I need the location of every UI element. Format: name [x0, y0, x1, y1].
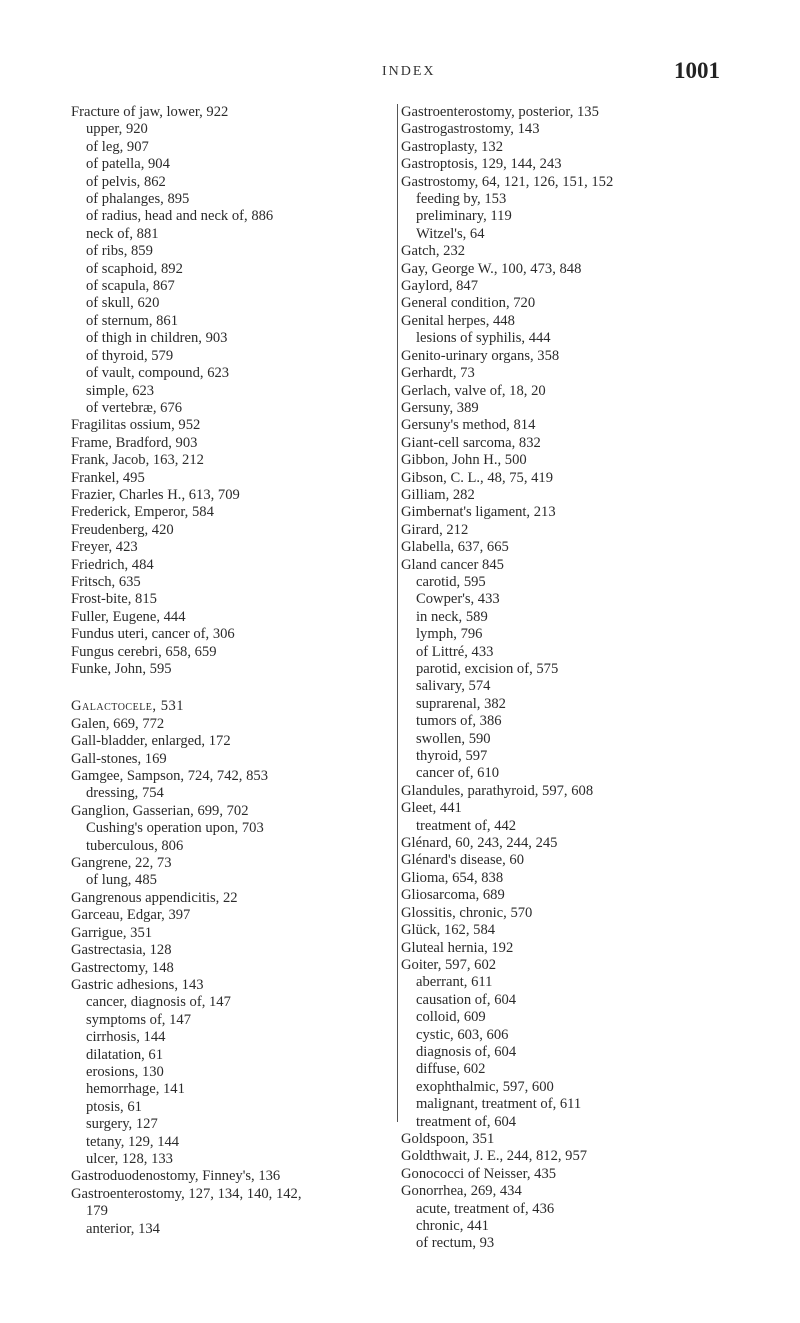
- index-entry: Gersuny, 389: [401, 399, 479, 416]
- index-subentry: of leg, 907: [86, 138, 149, 155]
- index-entry: Fracture of jaw, lower, 922: [71, 104, 229, 120]
- index-entry: Fragilitas ossium, 952: [71, 417, 201, 434]
- index-entry: Frost-bite, 815: [71, 591, 157, 608]
- index-entry: Gastroduodenostomy, Finney's, 136: [71, 1168, 281, 1185]
- index-subentry: of pelvis, 862: [86, 173, 166, 190]
- index-subentry: surgery, 127: [86, 1116, 158, 1133]
- index-subentry: acute, treatment of, 436: [416, 1200, 555, 1217]
- index-subentry: colloid, 609: [416, 1009, 486, 1026]
- index-subentry: upper, 920: [86, 121, 148, 138]
- index-subentry: of scapula, 867: [86, 278, 175, 295]
- index-subentry: dilatation, 61: [86, 1046, 164, 1063]
- index-subentry: exophthalmic, 597, 600: [416, 1078, 554, 1095]
- index-entry: Gibbon, John H., 500: [401, 452, 527, 469]
- index-subentry: suprarenal, 382: [416, 695, 506, 712]
- index-subentry: treatment of, 442: [416, 817, 517, 834]
- index-entry: Gerhardt, 73: [401, 365, 475, 382]
- index-subentry: of thigh in children, 903: [86, 330, 228, 347]
- index-subentry: of radius, head and neck of, 886: [86, 208, 274, 225]
- index-entry: Gall-stones, 169: [71, 750, 167, 767]
- index-subentry: cystic, 603, 606: [416, 1026, 509, 1043]
- index-subentry: ulcer, 128, 133: [86, 1150, 173, 1167]
- index-column-right: [401, 104, 613, 1253]
- index-entry: Gastrogastrostomy, 143: [401, 121, 540, 138]
- index-entry: Gonorrhea, 269, 434: [401, 1183, 522, 1200]
- index-subentry: of rectum, 93: [416, 1235, 495, 1252]
- index-entry: Gastrectomy, 148: [71, 959, 174, 976]
- index-entry: Frederick, Emperor, 584: [71, 504, 214, 521]
- index-subentry: of vertebræ, 676: [86, 399, 183, 416]
- index-subentry: cancer of, 610: [416, 765, 500, 782]
- index-entry: Gastrectasia, 128: [71, 942, 172, 959]
- index-subentry: treatment of, 604: [416, 1113, 517, 1130]
- index-entry: Gersuny's method, 814: [401, 417, 536, 434]
- index-entry: Gastroenterostomy, posterior, 135: [401, 104, 599, 120]
- index-subentry: of vault, compound, 623: [86, 365, 230, 382]
- index-entry: Giant-cell sarcoma, 832: [401, 434, 541, 451]
- index-subentry: dressing, 754: [86, 785, 164, 802]
- index-subentry: of thyroid, 579: [86, 347, 174, 364]
- index-entry: Freudenberg, 420: [71, 521, 174, 538]
- index-subentry: simple, 623: [86, 382, 155, 399]
- index-subentry: causation of, 604: [416, 991, 517, 1008]
- running-title: INDEX: [382, 64, 436, 79]
- index-entry: Gastroptosis, 129, 144, 243: [401, 156, 562, 173]
- index-subentry: feeding by, 153: [416, 191, 507, 208]
- index-entry: Gastric adhesions, 143: [71, 976, 204, 993]
- index-entry: Gatch, 232: [401, 243, 466, 260]
- index-entry: Goldthwait, J. E., 244, 812, 957: [401, 1148, 588, 1165]
- index-column-left: [71, 104, 302, 1238]
- index-entry: Gangrene, 22, 73: [71, 855, 172, 872]
- index-subentry: of phalanges, 895: [86, 191, 190, 208]
- index-entry: Glénard, 60, 243, 244, 245: [401, 835, 558, 852]
- index-entry: Glandules, parathyroid, 597, 608: [401, 782, 594, 799]
- index-entry: Frank, Jacob, 163, 212: [71, 452, 204, 469]
- index-entry: Fundus uteri, cancer of, 306: [71, 626, 235, 643]
- index-entry: Glioma, 654, 838: [401, 869, 504, 886]
- index-entry: Gamgee, Sampson, 724, 742, 853: [71, 768, 268, 785]
- index-subentry: cirrhosis, 144: [86, 1029, 166, 1046]
- index-entry: Genital herpes, 448: [401, 312, 515, 329]
- index-entry: Funke, John, 595: [71, 661, 172, 677]
- index-subentry: of lung, 485: [86, 872, 157, 889]
- index-entry: Goiter, 597, 602: [401, 956, 497, 973]
- index-entry: Gliosarcoma, 689: [401, 887, 505, 904]
- index-subentry: symptoms of, 147: [86, 1011, 191, 1028]
- index-entry: Frazier, Charles H., 613, 709: [71, 486, 240, 503]
- index-entry: Gibson, C. L., 48, 75, 419: [401, 469, 554, 486]
- index-subentry: 179: [86, 1203, 108, 1220]
- index-subentry: erosions, 130: [86, 1063, 164, 1080]
- index-subentry: Cowper's, 433: [416, 591, 500, 608]
- index-subentry: tuberculous, 806: [86, 837, 184, 854]
- index-subentry: in neck, 589: [416, 608, 488, 625]
- index-entry: Fritsch, 635: [71, 573, 141, 590]
- index-entry: Gastroplasty, 132: [401, 138, 504, 155]
- page-header: [0, 58, 800, 88]
- index-subentry: salivary, 574: [416, 678, 491, 695]
- index-entry: Fuller, Eugene, 444: [71, 608, 186, 625]
- index-subentry: of ribs, 859: [86, 243, 153, 260]
- index-subentry: lymph, 796: [416, 626, 483, 643]
- index-subentry: of Littré, 433: [416, 643, 494, 660]
- index-entry: Gastroenterostomy, 127, 134, 140, 142,: [71, 1185, 302, 1202]
- index-subentry: thyroid, 597: [416, 748, 488, 765]
- index-entry: Garrigue, 351: [71, 924, 153, 941]
- index-subentry: ptosis, 61: [86, 1098, 142, 1115]
- index-entry: Gonococci of Neisser, 435: [401, 1165, 557, 1182]
- index-subentry: tetany, 129, 144: [86, 1133, 180, 1150]
- index-subentry: chronic, 441: [416, 1218, 489, 1234]
- index-subentry: lesions of syphilis, 444: [416, 330, 551, 347]
- index-entry: Glabella, 637, 665: [401, 539, 509, 556]
- index-subentry: cancer, diagnosis of, 147: [86, 994, 231, 1011]
- index-entry: Frame, Bradford, 903: [71, 434, 198, 451]
- page-number: 1001: [674, 58, 720, 83]
- index-subentry: carotid, 595: [416, 573, 486, 590]
- index-entry: Gaylord, 847: [401, 278, 479, 295]
- index-subentry: neck of, 881: [86, 225, 159, 242]
- index-entry: Friedrich, 484: [71, 556, 154, 573]
- index-entry: Gangrenous appendicitis, 22: [71, 889, 238, 906]
- index-entry: Garceau, Edgar, 397: [71, 907, 191, 924]
- column-divider: [397, 104, 398, 1122]
- index-entry: General condition, 720: [401, 295, 536, 312]
- index-entry: Gimbernat's ligament, 213: [401, 504, 556, 521]
- index-entry: Frankel, 495: [71, 469, 145, 486]
- index-subentry: tumors of, 386: [416, 713, 502, 730]
- index-entry: Gastrostomy, 64, 121, 126, 151, 152: [401, 173, 614, 190]
- index-entry: Glück, 162, 584: [401, 922, 496, 939]
- index-subentry: diffuse, 602: [416, 1061, 486, 1078]
- index-entry: Galactocele, 531: [71, 698, 185, 715]
- index-entry: Gerlach, valve of, 18, 20: [401, 382, 546, 399]
- index-subentry: parotid, excision of, 575: [416, 661, 559, 677]
- index-entry: Goldspoon, 351: [401, 1130, 495, 1147]
- index-subentry: of patella, 904: [86, 156, 170, 173]
- index-entry: Genito-urinary organs, 358: [401, 347, 560, 364]
- index-subentry: aberrant, 611: [416, 974, 493, 991]
- index-entry: Gland cancer 845: [401, 556, 504, 573]
- index-entry: Glénard's disease, 60: [401, 852, 524, 869]
- index-entry: Gluteal hernia, 192: [401, 939, 514, 956]
- index-subentry: of sternum, 861: [86, 312, 179, 329]
- index-entry: Gay, George W., 100, 473, 848: [401, 260, 582, 277]
- section-gap: [71, 678, 302, 698]
- index-subentry: anterior, 134: [86, 1220, 160, 1237]
- index-entry: Galen, 669, 772: [71, 715, 165, 732]
- index-subentry: diagnosis of, 604: [416, 1043, 517, 1060]
- index-entry: Glossitis, chronic, 570: [401, 904, 533, 921]
- index-subentry: swollen, 590: [416, 730, 491, 747]
- index-subentry: of skull, 620: [86, 295, 160, 312]
- index-entry: Ganglion, Gasserian, 699, 702: [71, 802, 249, 819]
- index-subentry: hemorrhage, 141: [86, 1081, 185, 1098]
- index-entry: Freyer, 423: [71, 539, 138, 556]
- index-subentry: preliminary, 119: [416, 208, 512, 225]
- index-entry: Fungus cerebri, 658, 659: [71, 643, 217, 660]
- index-entry: Gleet, 441: [401, 800, 462, 817]
- index-entry: Gall-bladder, enlarged, 172: [71, 733, 231, 750]
- index-subentry: malignant, treatment of, 611: [416, 1096, 582, 1113]
- index-subentry: Cushing's operation upon, 703: [86, 820, 264, 837]
- index-entry: Gilliam, 282: [401, 486, 475, 503]
- index-subentry: of scaphoid, 892: [86, 260, 183, 277]
- index-subentry: Witzel's, 64: [416, 225, 485, 242]
- index-entry: Girard, 212: [401, 521, 469, 538]
